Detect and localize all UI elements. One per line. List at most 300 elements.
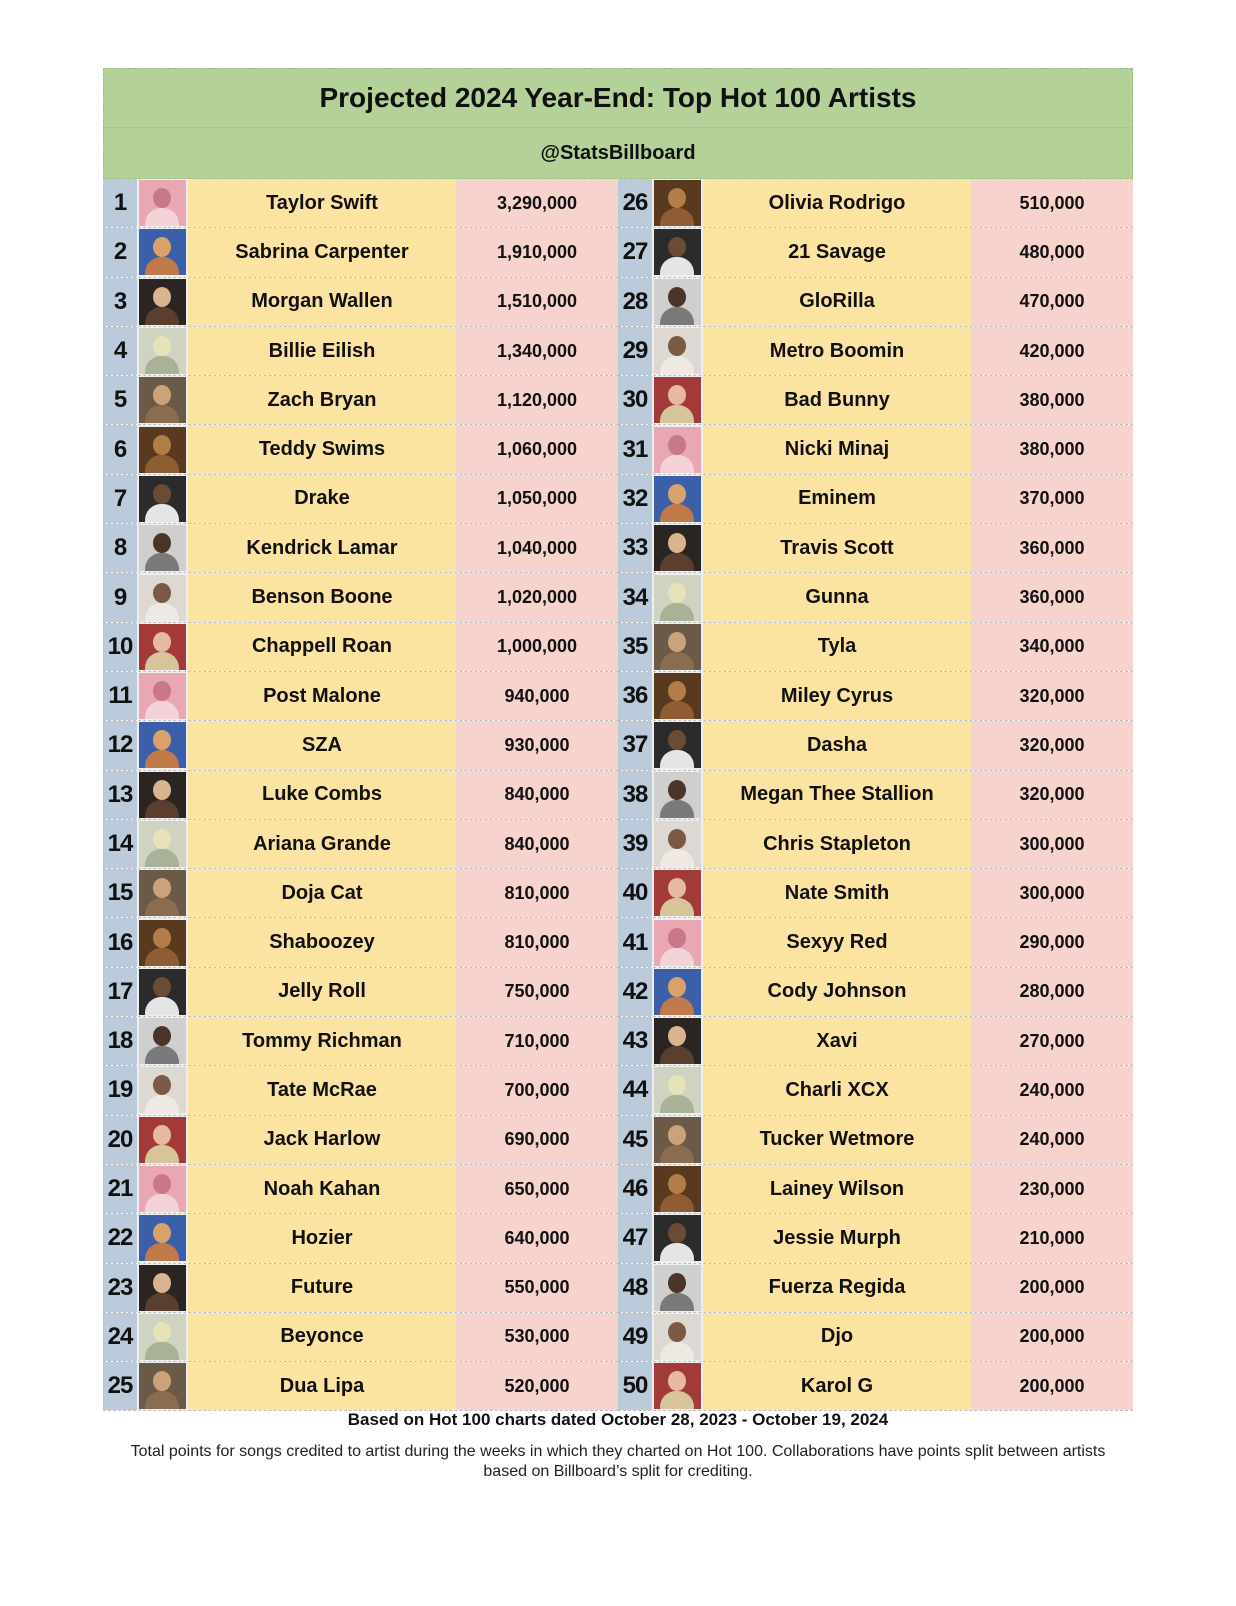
artist-photo (139, 525, 186, 571)
artist-row (103, 278, 618, 327)
artist-rank: 43 (618, 1017, 652, 1065)
artist-name: Kendrick Lamar (188, 524, 456, 572)
artist-row (618, 918, 1133, 967)
artist-rank: 8 (103, 524, 137, 572)
handle-label: @StatsBillboard (103, 128, 1133, 179)
artist-name: Teddy Swims (188, 425, 456, 473)
artist-name: Luke Combs (188, 771, 456, 819)
artist-row (103, 179, 618, 228)
artist-row (103, 968, 618, 1017)
artist-row (618, 425, 1133, 474)
artist-name: Taylor Swift (188, 179, 456, 227)
artist-photo-cell (652, 721, 703, 769)
artist-points: 470,000 (971, 278, 1133, 326)
artist-row (103, 771, 618, 820)
artist-row (103, 1214, 618, 1263)
artist-points: 230,000 (971, 1165, 1133, 1213)
artist-points: 710,000 (456, 1017, 618, 1065)
artist-photo-cell (137, 918, 188, 966)
artist-row (618, 228, 1133, 277)
artist-photo (654, 427, 701, 473)
artist-points: 1,060,000 (456, 425, 618, 473)
artist-photo-cell (137, 425, 188, 473)
artist-row (103, 721, 618, 770)
artist-name: 21 Savage (703, 228, 971, 276)
artist-rank: 12 (103, 721, 137, 769)
artist-photo-cell (652, 573, 703, 621)
artist-rank: 11 (103, 672, 137, 720)
artist-row (103, 1165, 618, 1214)
artist-rank: 42 (618, 968, 652, 1016)
artist-photo (654, 279, 701, 325)
artist-name: Travis Scott (703, 524, 971, 572)
artist-points: 360,000 (971, 524, 1133, 572)
artist-row (618, 1214, 1133, 1263)
artist-name: Morgan Wallen (188, 278, 456, 326)
artist-name: Jack Harlow (188, 1116, 456, 1164)
artist-photo (654, 1117, 701, 1163)
artist-points: 340,000 (971, 623, 1133, 671)
artist-rank: 14 (103, 820, 137, 868)
artist-photo-cell (652, 1264, 703, 1312)
artist-photo (654, 1314, 701, 1360)
artist-name: Sabrina Carpenter (188, 228, 456, 276)
artist-name: Doja Cat (188, 869, 456, 917)
artist-rank: 28 (618, 278, 652, 326)
artist-name: Olivia Rodrigo (703, 179, 971, 227)
artist-photo-cell (137, 771, 188, 819)
artist-photo (654, 229, 701, 275)
artist-row (103, 918, 618, 967)
artist-name: Tommy Richman (188, 1017, 456, 1065)
artist-points: 290,000 (971, 918, 1133, 966)
artist-row (103, 327, 618, 376)
artist-photo-cell (137, 327, 188, 375)
artist-row (618, 1362, 1133, 1411)
artist-photo-cell (137, 721, 188, 769)
artist-photo (139, 575, 186, 621)
artist-photo-cell (137, 1313, 188, 1361)
artist-photo (139, 476, 186, 522)
artist-rank: 6 (103, 425, 137, 473)
artist-rank: 17 (103, 968, 137, 1016)
artist-photo-cell (137, 179, 188, 227)
artist-rank: 31 (618, 425, 652, 473)
artist-points: 200,000 (971, 1313, 1133, 1361)
artist-name: Cody Johnson (703, 968, 971, 1016)
artist-rank: 22 (103, 1214, 137, 1262)
artist-photo (654, 722, 701, 768)
rankings-column-left (103, 179, 618, 1411)
artist-name: Eminem (703, 475, 971, 523)
artist-photo-cell (137, 672, 188, 720)
artist-row (618, 475, 1133, 524)
artist-points: 3,290,000 (456, 179, 618, 227)
artist-name: Drake (188, 475, 456, 523)
artist-name: Bad Bunny (703, 376, 971, 424)
artist-row (618, 968, 1133, 1017)
artist-rank: 10 (103, 623, 137, 671)
artist-photo-cell (652, 425, 703, 473)
artist-photo-cell (137, 228, 188, 276)
artist-photo (139, 328, 186, 374)
artist-photo-cell (652, 1214, 703, 1262)
artist-points: 520,000 (456, 1362, 618, 1410)
artist-photo (654, 920, 701, 966)
artist-row (103, 228, 618, 277)
artist-photo (654, 673, 701, 719)
artist-photo (654, 1363, 701, 1409)
artist-name: Shaboozey (188, 918, 456, 966)
artist-points: 810,000 (456, 918, 618, 966)
artist-row (103, 1066, 618, 1115)
footer-note: Total points for songs credited to artist during the weeks in which they charted on Hot 100. Collaborations have points split between artists based on Billboard’s split for crediting. (130, 1443, 1106, 1480)
artist-photo-cell (652, 1362, 703, 1410)
artist-photo-cell (652, 327, 703, 375)
artist-points: 510,000 (971, 179, 1133, 227)
artist-rank: 46 (618, 1165, 652, 1213)
artist-row (103, 425, 618, 474)
artist-points: 940,000 (456, 672, 618, 720)
artist-photo-cell (652, 771, 703, 819)
artist-rank: 47 (618, 1214, 652, 1262)
artist-row (103, 1313, 618, 1362)
artist-row (103, 820, 618, 869)
artist-photo (654, 870, 701, 916)
artist-photo (139, 1166, 186, 1212)
artist-rank: 2 (103, 228, 137, 276)
artist-name: SZA (188, 721, 456, 769)
rankings-column-right (618, 179, 1133, 1411)
artist-photo-cell (652, 524, 703, 572)
artist-photo-cell (137, 1116, 188, 1164)
artist-photo (139, 969, 186, 1015)
artist-points: 360,000 (971, 573, 1133, 621)
artist-rank: 18 (103, 1017, 137, 1065)
artist-photo-cell (652, 672, 703, 720)
artist-name: Chappell Roan (188, 623, 456, 671)
artist-rank: 45 (618, 1116, 652, 1164)
artist-row (618, 1165, 1133, 1214)
artist-name: Karol G (703, 1362, 971, 1410)
artist-points: 320,000 (971, 771, 1133, 819)
artist-photo-cell (652, 623, 703, 671)
artist-points: 700,000 (456, 1066, 618, 1114)
artist-rank: 35 (618, 623, 652, 671)
artist-points: 750,000 (456, 968, 618, 1016)
artist-rank: 34 (618, 573, 652, 621)
artist-name: Fuerza Regida (703, 1264, 971, 1312)
artist-row (618, 820, 1133, 869)
artist-photo (654, 377, 701, 423)
artist-points: 640,000 (456, 1214, 618, 1262)
artist-name: Megan Thee Stallion (703, 771, 971, 819)
artist-photo (139, 722, 186, 768)
artist-row (103, 1362, 618, 1411)
artist-photo-cell (137, 1066, 188, 1114)
artist-name: Zach Bryan (188, 376, 456, 424)
artist-photo-cell (652, 1066, 703, 1114)
artist-points: 420,000 (971, 327, 1133, 375)
artist-row (618, 672, 1133, 721)
artist-photo (654, 1018, 701, 1064)
artist-photo (654, 180, 701, 226)
artist-photo-cell (652, 179, 703, 227)
artist-photo (139, 1018, 186, 1064)
artist-photo-cell (652, 869, 703, 917)
artist-photo-cell (137, 475, 188, 523)
artist-row (618, 278, 1133, 327)
artist-rank: 16 (103, 918, 137, 966)
artist-photo (139, 1067, 186, 1113)
artist-row (618, 1116, 1133, 1165)
artist-name: Gunna (703, 573, 971, 621)
artist-rank: 49 (618, 1313, 652, 1361)
artist-points: 530,000 (456, 1313, 618, 1361)
artist-photo (139, 1363, 186, 1409)
artist-photo (654, 525, 701, 571)
artist-photo-cell (652, 1313, 703, 1361)
artist-points: 1,040,000 (456, 524, 618, 572)
artist-row (103, 869, 618, 918)
artist-photo-cell (652, 1017, 703, 1065)
artist-row (103, 573, 618, 622)
artist-name: Tate McRae (188, 1066, 456, 1114)
artist-points: 300,000 (971, 869, 1133, 917)
artist-rank: 21 (103, 1165, 137, 1213)
artist-points: 1,000,000 (456, 623, 618, 671)
rankings-grid (103, 179, 1133, 1411)
artist-points: 240,000 (971, 1066, 1133, 1114)
artist-rank: 19 (103, 1066, 137, 1114)
artist-rank: 7 (103, 475, 137, 523)
artist-photo-cell (137, 376, 188, 424)
chart-title: Projected 2024 Year-End: Top Hot 100 Artists (103, 68, 1133, 128)
artist-row (103, 1264, 618, 1313)
artist-points: 1,120,000 (456, 376, 618, 424)
artist-photo (654, 821, 701, 867)
artist-points: 840,000 (456, 771, 618, 819)
artist-photo (139, 673, 186, 719)
artist-row (618, 771, 1133, 820)
artist-row (618, 869, 1133, 918)
artist-rank: 33 (618, 524, 652, 572)
artist-name: Hozier (188, 1214, 456, 1262)
artist-photo (139, 377, 186, 423)
artist-rank: 48 (618, 1264, 652, 1312)
artist-points: 810,000 (456, 869, 618, 917)
artist-points: 300,000 (971, 820, 1133, 868)
artist-row (103, 475, 618, 524)
artist-points: 200,000 (971, 1362, 1133, 1410)
artist-rank: 13 (103, 771, 137, 819)
artist-rank: 39 (618, 820, 652, 868)
artist-photo-cell (137, 1165, 188, 1213)
artist-rank: 3 (103, 278, 137, 326)
artist-row (103, 1116, 618, 1165)
artist-name: Beyonce (188, 1313, 456, 1361)
chart-table (103, 68, 1133, 1411)
artist-name: Lainey Wilson (703, 1165, 971, 1213)
artist-photo (139, 624, 186, 670)
artist-row (618, 1313, 1133, 1362)
artist-name: Xavi (703, 1017, 971, 1065)
artist-row (103, 672, 618, 721)
artist-photo (139, 279, 186, 325)
artist-row (618, 1264, 1133, 1313)
artist-photo (654, 1166, 701, 1212)
artist-photo-cell (652, 968, 703, 1016)
artist-photo (654, 1215, 701, 1261)
artist-name: Benson Boone (188, 573, 456, 621)
artist-photo (139, 772, 186, 818)
artist-name: Charli XCX (703, 1066, 971, 1114)
artist-points: 240,000 (971, 1116, 1133, 1164)
artist-points: 280,000 (971, 968, 1133, 1016)
artist-photo-cell (137, 1362, 188, 1410)
artist-name: Jelly Roll (188, 968, 456, 1016)
artist-row (618, 721, 1133, 770)
artist-row (618, 327, 1133, 376)
artist-photo (139, 1215, 186, 1261)
artist-name: Billie Eilish (188, 327, 456, 375)
artist-photo (654, 624, 701, 670)
artist-points: 380,000 (971, 376, 1133, 424)
artist-row (618, 179, 1133, 228)
artist-photo (654, 575, 701, 621)
artist-photo-cell (137, 1264, 188, 1312)
artist-row (103, 524, 618, 573)
artist-rank: 15 (103, 869, 137, 917)
artist-rank: 41 (618, 918, 652, 966)
artist-name: Noah Kahan (188, 1165, 456, 1213)
artist-row (618, 1066, 1133, 1115)
artist-photo (654, 476, 701, 522)
artist-rank: 4 (103, 327, 137, 375)
artist-rank: 29 (618, 327, 652, 375)
artist-photo (139, 1265, 186, 1311)
artist-rank: 24 (103, 1313, 137, 1361)
artist-points: 480,000 (971, 228, 1133, 276)
artist-photo (654, 1067, 701, 1113)
artist-rank: 36 (618, 672, 652, 720)
artist-rank: 20 (103, 1116, 137, 1164)
artist-points: 550,000 (456, 1264, 618, 1312)
artist-photo-cell (652, 918, 703, 966)
artist-points: 1,510,000 (456, 278, 618, 326)
artist-photo (139, 821, 186, 867)
artist-points: 320,000 (971, 672, 1133, 720)
artist-points: 1,910,000 (456, 228, 618, 276)
artist-photo-cell (137, 1214, 188, 1262)
artist-name: Future (188, 1264, 456, 1312)
artist-rank: 26 (618, 179, 652, 227)
artist-photo (139, 1117, 186, 1163)
artist-rank: 38 (618, 771, 652, 819)
artist-photo (139, 180, 186, 226)
artist-name: Jessie Murph (703, 1214, 971, 1262)
artist-photo-cell (137, 524, 188, 572)
artist-row (618, 573, 1133, 622)
artist-rank: 44 (618, 1066, 652, 1114)
footer-basis: Based on Hot 100 charts dated October 28, 2023 - October 19, 2024 (347, 1410, 889, 1429)
artist-rank: 25 (103, 1362, 137, 1410)
artist-photo (654, 969, 701, 1015)
artist-name: Metro Boomin (703, 327, 971, 375)
artist-rank: 23 (103, 1264, 137, 1312)
artist-name: Djo (703, 1313, 971, 1361)
artist-rank: 50 (618, 1362, 652, 1410)
artist-name: Tyla (703, 623, 971, 671)
artist-name: Nate Smith (703, 869, 971, 917)
artist-points: 210,000 (971, 1214, 1133, 1262)
artist-photo-cell (652, 1116, 703, 1164)
artist-rank: 30 (618, 376, 652, 424)
artist-rank: 5 (103, 376, 137, 424)
artist-name: Nicki Minaj (703, 425, 971, 473)
artist-name: Sexyy Red (703, 918, 971, 966)
artist-photo-cell (652, 228, 703, 276)
artist-points: 930,000 (456, 721, 618, 769)
artist-name: Dua Lipa (188, 1362, 456, 1410)
artist-name: Tucker Wetmore (703, 1116, 971, 1164)
artist-photo-cell (137, 278, 188, 326)
artist-name: GloRilla (703, 278, 971, 326)
artist-rank: 27 (618, 228, 652, 276)
artist-photo-cell (652, 376, 703, 424)
artist-photo-cell (652, 820, 703, 868)
artist-name: Miley Cyrus (703, 672, 971, 720)
artist-row (618, 524, 1133, 573)
artist-row (618, 376, 1133, 425)
artist-photo-cell (652, 1165, 703, 1213)
artist-row (103, 623, 618, 672)
artist-photo-cell (137, 1017, 188, 1065)
artist-rank: 9 (103, 573, 137, 621)
artist-points: 1,340,000 (456, 327, 618, 375)
artist-photo (139, 427, 186, 473)
artist-photo-cell (137, 573, 188, 621)
artist-points: 840,000 (456, 820, 618, 868)
artist-points: 1,050,000 (456, 475, 618, 523)
artist-points: 270,000 (971, 1017, 1133, 1065)
artist-photo-cell (137, 968, 188, 1016)
artist-row (618, 1017, 1133, 1066)
artist-name: Ariana Grande (188, 820, 456, 868)
artist-row (103, 1017, 618, 1066)
artist-row (103, 376, 618, 425)
artist-points: 690,000 (456, 1116, 618, 1164)
artist-rank: 40 (618, 869, 652, 917)
artist-photo (139, 229, 186, 275)
artist-name: Dasha (703, 721, 971, 769)
artist-photo (654, 772, 701, 818)
artist-photo (139, 1314, 186, 1360)
artist-points: 320,000 (971, 721, 1133, 769)
artist-rank: 1 (103, 179, 137, 227)
artist-row (618, 623, 1133, 672)
artist-photo-cell (137, 623, 188, 671)
artist-points: 1,020,000 (456, 573, 618, 621)
artist-name: Chris Stapleton (703, 820, 971, 868)
artist-points: 200,000 (971, 1264, 1133, 1312)
artist-rank: 32 (618, 475, 652, 523)
artist-photo (139, 920, 186, 966)
artist-photo-cell (137, 820, 188, 868)
artist-rank: 37 (618, 721, 652, 769)
artist-points: 370,000 (971, 475, 1133, 523)
artist-photo-cell (652, 278, 703, 326)
